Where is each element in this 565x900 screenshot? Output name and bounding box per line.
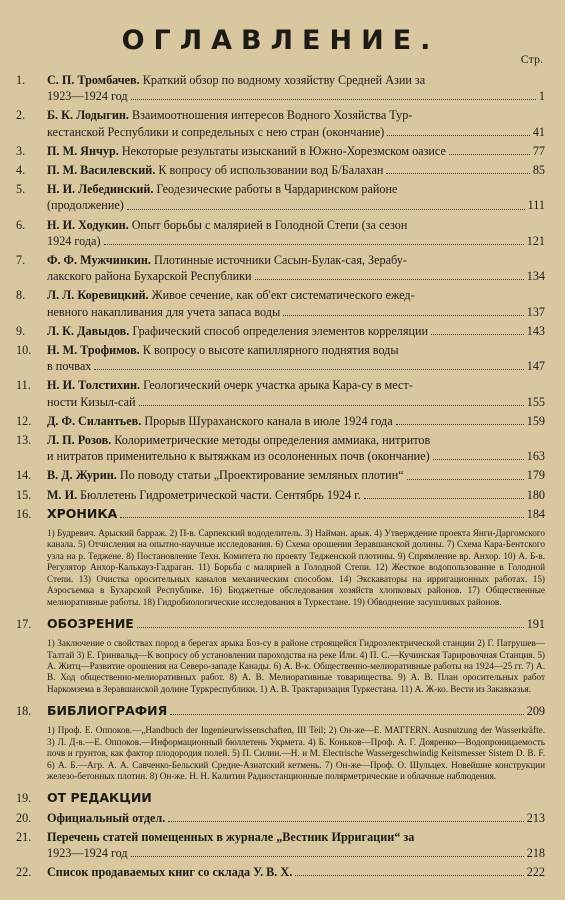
toc-entry [16, 487, 545, 503]
page-number: 77 [532, 143, 545, 158]
entry-author: Н. И. Ходукин. [47, 217, 129, 232]
entry-author: Л. Л. Коревицкий. [47, 288, 149, 303]
toc-entry [16, 864, 545, 880]
leader-dots [168, 810, 523, 822]
entry-body [47, 107, 545, 139]
leader-dots [387, 124, 529, 136]
entry-body [47, 616, 545, 632]
entry-number: 16. [16, 506, 32, 521]
page-number: 163 [526, 449, 545, 464]
entry-author: Н. И. Лебединский. [47, 182, 154, 197]
entry-title-line: Л. П. Розов. Колориметрические методы определения аммиака, нитритов [47, 433, 431, 448]
leader-dots [137, 616, 524, 628]
entry-title-line: Б. К. Лодыгин. Взаимоотношения интересов Водного Хозяйства Тур- [47, 108, 413, 123]
leader-dots [396, 413, 524, 425]
entry-author: П. М. Василевский. [47, 163, 156, 178]
page-number: 41 [532, 124, 545, 139]
leader-dots [449, 143, 530, 155]
page-number: 159 [526, 413, 545, 428]
page-number: 111 [527, 198, 545, 213]
entry-body [47, 143, 545, 159]
leader-dots [255, 268, 524, 280]
toc-entry [16, 506, 545, 608]
toc-entry [16, 181, 545, 213]
entry-number: 10. [16, 343, 32, 358]
page-number: 134 [526, 269, 545, 284]
entry-author: Официальный отдел. [47, 810, 166, 825]
entry-body [47, 252, 545, 284]
entry-author: М. И. [47, 487, 78, 502]
entry-body [47, 323, 545, 339]
entry-author: Н. М. Трофимов. [47, 343, 140, 358]
page-number: 137 [526, 304, 545, 319]
leader-dots [131, 845, 524, 857]
leader-dots [295, 864, 523, 876]
entry-body [47, 506, 545, 522]
entry-title-line: Н. И. Лебединский. Геодезические работы в Чардаринском районе [47, 182, 398, 197]
page-number: 191 [526, 616, 545, 631]
entry-number: 1. [16, 73, 26, 87]
entry-title-line: Ф. Ф. Мужчинкин. Плотинные источники Сасын-Булак-сая, Зерабу- [47, 253, 407, 268]
entry-number: 9. [16, 323, 26, 338]
toc-entry [16, 143, 545, 159]
entry-title-line: кестанской Республики и сопредельных с нею стран (окончание) [47, 124, 385, 139]
page-number: 1 [538, 89, 545, 104]
entry-author: Б. К. Лодыгин. [47, 108, 129, 123]
entry-number: 14. [16, 468, 32, 483]
leader-dots [283, 304, 524, 316]
page-number: 209 [526, 704, 545, 719]
section-title: ОБОЗРЕНИЕ [47, 615, 134, 631]
toc-entry [16, 432, 545, 464]
entry-number: 6. [16, 217, 26, 232]
leader-dots [433, 448, 524, 460]
toc-entry [16, 616, 545, 695]
page-number: 213 [526, 810, 545, 825]
entry-title-line: М. И. Бюллетень Гидрометрической части. Сентябрь 1924 г. [47, 487, 361, 502]
section-title: БИБЛИОГРАФИЯ [47, 703, 168, 719]
page-number: 121 [526, 233, 545, 248]
page-number: 147 [526, 359, 545, 374]
entry-body [47, 703, 545, 719]
toc-entry [16, 72, 545, 104]
entry-body [47, 487, 545, 503]
leader-dots [431, 323, 524, 335]
entry-title-line: (продолжение) [47, 198, 124, 213]
page-number: 85 [532, 163, 545, 178]
entry-title-line [47, 810, 165, 826]
page-number: 179 [526, 468, 545, 483]
toc-entry [16, 217, 545, 249]
entry-body [47, 72, 545, 104]
toc-entry [16, 162, 545, 178]
entry-body [47, 377, 545, 409]
page-number: 143 [526, 323, 545, 338]
entry-title-line: П. М. Василевский. К вопросу об использовании вод Б/Балахан [47, 163, 384, 178]
entry-author: П. М. Янчур. [47, 143, 119, 158]
toc-entry [16, 810, 545, 826]
entry-title-line: Н. М. Трофимов. К вопросу о высоте капиллярного поднятия воды [47, 343, 399, 358]
entry-title-line: Л. Л. Коревицкий. Живое сечение, как об'ект систематического ежед- [47, 288, 415, 303]
entry-author: Л. К. Давыдов. [47, 323, 130, 338]
entry-body [47, 864, 545, 880]
entry-body [47, 432, 545, 464]
toc-entry [16, 287, 545, 319]
section-contents: 1) Заключение о свойствах пород в берегах арыка Боз-су в районе строящейся Гидроэлектрической станции 2) Г. Патрушев—Талтай 3) Е. Гринвальд—К вопросу об установлении пароходства на реке Или. 4) П. С.—Кучинская Тарировочная Станция. 5) А. Житц—Развитие орошения на Северо-западе Канады. 6) А. В-к. Общественно-мелиоративные работы на 1924—25 гг. 7) А. В. Ход общественно-мелиоративных работ. 8) А. В. Мелиоративные товарищества. 9) А. В. План оросительных работ Наркомзема в Зеравшанской долине Туркреспублики. 1) А. В. Трактаризация Туркестана. 11) А. Ж-ко. Вести из Закавказья. [47, 638, 545, 694]
entry-title-line [47, 864, 292, 880]
toc-entry [16, 342, 545, 374]
entry-body [47, 342, 545, 374]
entry-number: 8. [16, 288, 26, 303]
entry-title-line: в почвах [47, 359, 92, 374]
entry-number: 12. [16, 413, 32, 428]
entry-body [47, 829, 545, 861]
entry-number: 17. [16, 616, 32, 631]
entry-title-line: Д. Ф. Силантьев. Прорыв Шураханского канала в июле 1924 года [47, 413, 393, 428]
page-number: 180 [526, 487, 545, 502]
entry-author: Перечень статей помещенных в журнале „Вестник Ирригации“ за [47, 829, 415, 844]
entry-author: Д. Ф. Силантьев. [47, 413, 142, 428]
leader-dots [104, 233, 524, 245]
entry-number: 20. [16, 810, 32, 825]
toc-entry [16, 413, 545, 429]
page-number: 218 [526, 846, 545, 860]
entry-body [47, 162, 545, 178]
entry-number: 13. [16, 433, 32, 448]
leader-dots [127, 197, 525, 209]
entry-title-line: невного накапливания для учета запаса воды [47, 304, 281, 319]
entry-body [47, 181, 545, 213]
page-number: 155 [526, 394, 545, 409]
entry-title-line: и нитратов применительно к вытяжкам из осолоненных почв (окончание) [47, 449, 430, 464]
leader-dots [407, 467, 524, 479]
entry-number: 15. [16, 487, 32, 502]
entry-body [47, 287, 545, 319]
entry-body [47, 790, 545, 806]
entry-title-line: Н. И. Ходукин. Опыт борьбы с малярией в Голодной Степи (за сезон [47, 217, 408, 232]
entry-title-line: ности Кизыл-сай [47, 394, 136, 409]
entry-author: Н. И. Толстихин. [47, 378, 141, 393]
page-column-header: Стр. [520, 52, 543, 66]
entry-title-line: П. М. Янчур. Некоторые результаты изысканий в Южно-Хорезмском оазисе [47, 143, 446, 158]
entry-number: 2. [16, 108, 26, 123]
entry-title-line: 1923—1924 год [47, 89, 128, 104]
section-contents: 1) Будревич. Арыский барраж. 2) П-в. Сарпекский вододелитель. 3) Найман. арык. 4) Утверждение проекта Янги-Даргомского канала. 5) Отчисления на опытно-научные исследования. 6) Схема орошения Зеравшанской долины. 7) Схема Кара-Бентского узла на р. Теджене. 8) Постановление Техн. Комитета по проекту Тедженской плотины. 9) Спрямление вр. Анхор. 10) А. Б-в. Регулятор Анхор-Калькауз-Гадраган. 11) Борьба с малярией в Голодной Степи. 12) Жесткое водопользование в Голодной Степи. 13) Очистка оросительных каналов механическим способом. 14) Экскаваторы на ирригационных работах. 15) Аэросъемка в Бухарской Республике. 16) Бюджетные обследования хозяйств хлопковых районов. 17) Общественные мелиоративные работы. 18) Гидробиологические исследования в Туркестане. 19) Обводнение засушливых районов. [47, 528, 545, 607]
entry-number: 19. [16, 791, 32, 806]
page-number: 184 [526, 506, 545, 521]
leader-dots [170, 703, 523, 715]
entry-number: 21. [16, 829, 32, 844]
toc-entry [16, 107, 545, 139]
entry-title-line: С. П. Тромбачев. Краткий обзор по водному хозяйству Средней Азии за [47, 73, 426, 87]
section-title: ОТ РЕДАКЦИИ [47, 790, 152, 806]
entry-number: 22. [16, 865, 32, 880]
entry-title-line: 1924 года) [47, 233, 101, 248]
section-contents: 1) Проф. Е. Оппоков.—„Handbuch der Ingenieurwissenschaften, III Teil; 2) Он-же—E. MATTERN. Ausnutzung der Wasserkräfte. 3) Л. Д-в.—Е. Оппоков.—Информационный бюллетень Укрмета. 4) Б. Коньков—Проф. А. Г. Дояренко—Водопроницаемость почв и грунтов, как фактор плодородия полей. 5) П. Силин.—Н. и М. Electrische Wassergeschwindig Keitsmesser Sistem D. B. F. 6) А. Б.—Агр. А. А. Савченко-Бельский Средне-Азиатский кетмень. 7) Он-же—Проф. О. Шульцех. Новейшие конструкции железо-бетонных плотин. 8) Он-же. Н. Н. Калитин Радиостанционные полярметрические и облачные наблюдения. [47, 725, 545, 781]
entry-title-line: Л. К. Давыдов. Графический способ определения элементов корреляции [47, 323, 429, 338]
toc-entry [16, 377, 545, 409]
entry-number: 4. [16, 163, 26, 178]
leader-dots [120, 506, 523, 518]
entry-title-line: лакского района Бухарской Республики [47, 269, 252, 284]
section-title: ХРОНИКА [47, 505, 118, 521]
leader-dots [131, 88, 536, 100]
entry-author: Л. П. Розов. [47, 433, 112, 448]
toc-entry [16, 323, 545, 339]
page-number: 222 [526, 865, 545, 880]
entry-body [47, 413, 545, 429]
page-title: ОГЛАВЛЕНИЕ. [121, 25, 440, 56]
entry-title-line: В. Д. Журин. По поводу статьи „Проектирование земляных плотин“ [47, 468, 404, 483]
entry-body [47, 467, 545, 483]
entry-author: Ф. Ф. Мужчинкин. [47, 253, 151, 268]
toc-list [16, 72, 545, 880]
entry-number: 7. [16, 253, 26, 268]
toc-entry [16, 829, 545, 861]
leader-dots [386, 162, 529, 174]
toc-entry [16, 703, 545, 782]
entry-body [47, 810, 545, 826]
entry-number: 3. [16, 143, 26, 158]
toc-entry [16, 467, 545, 483]
entry-title-line: Н. И. Толстихин. Геологический очерк участка арыка Кара-су в мест- [47, 378, 413, 393]
toc-entry [16, 790, 545, 806]
entry-author: С. П. Тромбачев. [47, 73, 140, 87]
entry-body [47, 217, 545, 249]
entry-author: В. Д. Журин. [47, 468, 117, 483]
entry-author: Список продаваемых книг со склада У. В. Х. [47, 865, 293, 880]
leader-dots [364, 487, 524, 499]
entry-title-line: 1923—1924 год [47, 846, 128, 860]
entry-number: 18. [16, 704, 32, 719]
leader-dots [139, 394, 524, 406]
leader-dots [94, 358, 523, 370]
entry-title-line [47, 829, 414, 845]
entry-number: 11. [16, 378, 31, 393]
entry-number: 5. [16, 182, 26, 197]
toc-entry [16, 252, 545, 284]
